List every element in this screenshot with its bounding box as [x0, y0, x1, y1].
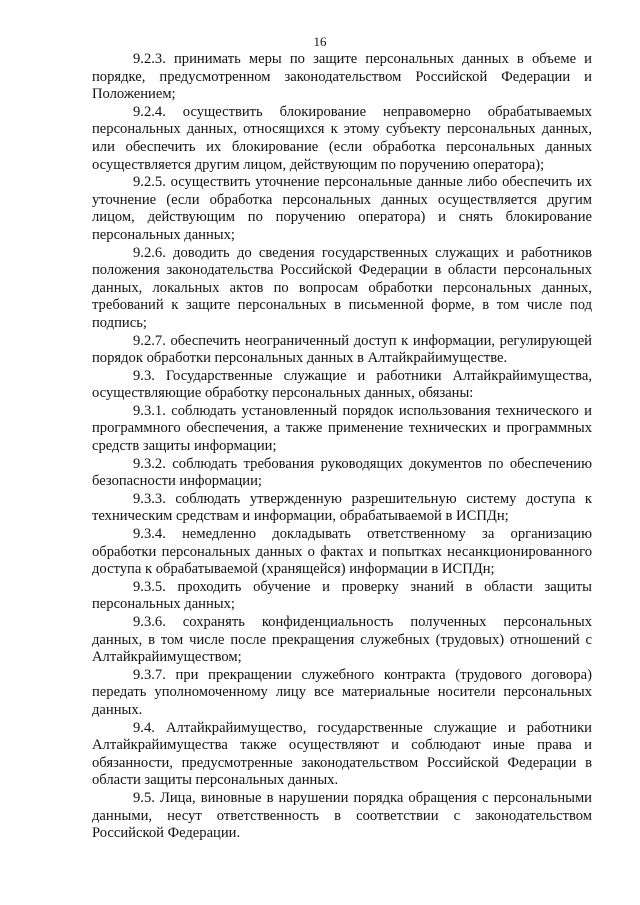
clause-9-3-6: 9.3.6. сохранять конфиденциальность полученных персональных данных, в том числе после прекращения служебных (трудовых) отношений с Алтайкрайимуществом; [92, 614, 592, 666]
clause-9-3-1: 9.3.1. соблюдать установленный порядок использования технического и программного обеспечения, а также применение технических и программных средств защиты информации; [92, 402, 592, 455]
clause-9-2-4: 9.2.4. осуществить блокирование неправомерно обрабатываемых персональных данных, относящихся к этому субъекту персональных данных, или обеспечить их блокирование (если обработка персональных данных осуществляется другим лицом, действующим по поручению оператора); [92, 103, 592, 173]
clause-9-3-4: 9.3.4. немедленно докладывать ответственному за организацию обработки персональных данных о фактах и попытках несанкционированного доступа к обрабатываемой (хранящейся) информации в ИСПДн; [92, 526, 592, 578]
clause-9-4: 9.4. Алтайкрайимущество, государственные служащие и работники Алтайкрайимущества также осуществляют и соблюдают иные права и обязанности, предусмотренные законодательством Российской Федерации в области защиты персональных данных. [92, 719, 592, 789]
clause-9-5: 9.5. Лица, виновные в нарушении порядка обращения с персональными данными, несут ответственность в соответствии с законодательством Российской Федерации. [92, 789, 592, 842]
page-number: 16 [313, 34, 327, 49]
clause-9-3: 9.3. Государственные служащие и работники Алтайкрайимущества, осуществляющие обработку персональных данных, обязаны: [92, 367, 592, 402]
clause-9-3-5: 9.3.5. проходить обучение и проверку знаний в области защиты персональных данных; [92, 578, 592, 613]
clause-9-3-2: 9.3.2. соблюдать требования руководящих документов по обеспечению безопасности информации; [92, 455, 592, 490]
clause-9-3-3: 9.3.3. соблюдать утвержденную разрешительную систему доступа к техническим средствам и информации, обрабатываемой в ИСПДн; [92, 490, 592, 525]
clause-9-2-3: 9.2.3. принимать меры по защите персональных данных в объеме и порядке, предусмотренном законодательством Российской Федерации и Положением; [92, 51, 592, 103]
clause-9-3-7: 9.3.7. при прекращении служебного контракта (трудового договора) передать уполномоченному лицу все материальные носители персональных данных. [92, 666, 592, 718]
clause-9-2-7: 9.2.7. обеспечить неограниченный доступ к информации, регулирующей порядок обработки персональных данных в Алтайкрайимуществе. [92, 332, 592, 367]
clause-9-2-6: 9.2.6. доводить до сведения государственных служащих и работников положения законодательства Российской Федерации в области персональных данных, локальных актов по вопросам обработки персональных данных, требований к защите персональных в письменной форме, в том числе под подпись; [92, 244, 592, 331]
clause-9-2-5: 9.2.5. осуществить уточнение персональные данные либо обеспечить их уточнение (если обработка персональных данных осуществляется другим лицом, действующим по поручению оператора) и снять блокирование персональных данных; [92, 174, 592, 243]
document-body [92, 51, 592, 843]
